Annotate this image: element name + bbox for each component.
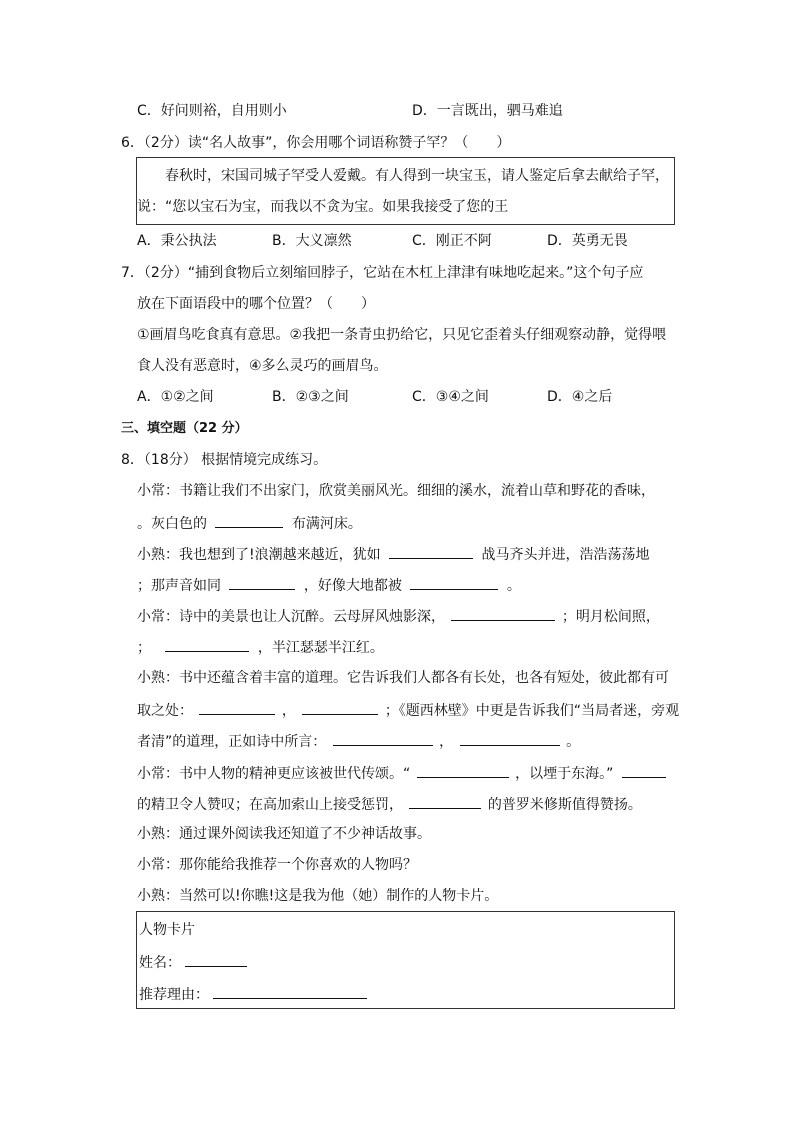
q6-option-a: A．秉公执法	[137, 233, 217, 249]
q8-line-9-text-c: 。	[566, 734, 581, 750]
q8-line-8-text-a: 取之处：	[137, 703, 193, 719]
q8-line-7: 小熟：书中还蕴含着丰富的道理。它告诉我们人都各有长处，也各有短处，彼此都有可	[137, 670, 669, 686]
answer-blank[interactable]	[451, 605, 555, 621]
answer-blank[interactable]	[389, 543, 473, 559]
q7-paragraph-line-2: 食人没有恶意时，④多么灵巧的画眉鸟。	[137, 358, 388, 374]
q6-story-line-1: 春秋时，宋国司城子罕受人爱戴。有人得到一块宝玉，请人鉴定后拿去献给子罕，	[165, 168, 669, 184]
name-blank[interactable]	[185, 951, 247, 967]
q8-line-2-text-b: 布满河床。	[291, 516, 362, 532]
section-heading: 三、填空题（22 分）	[121, 421, 248, 436]
q7-paragraph-line-1: ①画眉鸟吃食真有意思。②我把一条青虫扔给它，只见它歪着头仔细观察动静，觉得喂	[137, 327, 667, 343]
character-card	[136, 911, 675, 1009]
card-reason-label: 推荐理由：	[139, 987, 209, 1003]
answer-blank[interactable]	[302, 699, 378, 715]
q8-line-4-text-c: 。	[506, 578, 521, 594]
answer-blank[interactable]	[229, 574, 295, 590]
answer-blank[interactable]	[460, 730, 560, 746]
q8-line-13: 小常：那你能给我推荐一个你喜欢的人物吗？	[137, 857, 417, 873]
card-reason-row	[139, 983, 367, 1005]
q8-line-4	[137, 574, 521, 596]
answer-blank[interactable]	[215, 512, 283, 528]
q7-option-b: B．②③之间	[272, 389, 349, 405]
q8-line-5-text-a: 小常：诗中的美景也让人沉醉。云母屏风烛影深，	[137, 609, 445, 625]
q8-line-8-text-c: ；《题西林壁》中更是告诉我们“当局者迷，旁观	[384, 703, 680, 719]
q7-option-d: D．④之后	[547, 389, 613, 405]
q8-line-3-text-a: 小熟：我也想到了!浪潮越来越近，犹如	[137, 547, 381, 563]
card-name-label: 姓名：	[139, 955, 181, 971]
q7-stem-line-2: 放在下面语段中的哪个位置？（ ）	[137, 296, 375, 312]
q8-line-3-text-b: 战马齐头并进，浩浩荡荡地	[481, 547, 650, 563]
q5-option-c: C．好问则裕，自用则小	[137, 103, 287, 119]
q8-line-8-text-b: ，	[281, 703, 296, 719]
q8-line-9-text-b: ，	[439, 734, 454, 750]
q8-line-2-text-a: 。灰白色的	[137, 516, 207, 532]
q8-line-10-text-b: ，以堙于东海。”	[515, 766, 614, 782]
q6-story-box	[136, 157, 675, 225]
q8-line-8	[137, 699, 679, 721]
q8-line-11-text-b: 的普罗米修斯值得赞扬。	[487, 797, 642, 813]
q7-option-c: C．③④之间	[412, 389, 489, 405]
q8-line-2	[137, 512, 362, 534]
q6-stem: 6．（2分）读“名人故事”，你会用哪个词语称赞子罕？（ ）	[121, 135, 511, 151]
q8-line-3	[137, 543, 650, 565]
q8-line-11	[137, 793, 642, 815]
answer-blank[interactable]	[165, 636, 249, 652]
q8-line-5-text-b: ；明月松间照，	[561, 609, 660, 625]
card-title: 人物卡片	[139, 922, 195, 938]
q6-option-b: B．大义凛然	[272, 233, 352, 249]
answer-blank[interactable]	[333, 730, 433, 746]
q8-stem: 8．（18分） 根据情境完成练习。	[121, 452, 328, 468]
q7-option-a: A．①②之间	[137, 389, 214, 405]
q8-line-4-text-b: ，好像大地都被	[303, 578, 402, 594]
q8-line-1: 小常：书籍让我们不出家门，欣赏美丽风光。细细的溪水，流着山草和野花的香味，	[137, 483, 655, 499]
q8-line-6-text-a: ；	[137, 640, 151, 656]
q8-line-14: 小熟：当然可以!你瞧!这是我为他（她）制作的人物卡片。	[137, 888, 499, 904]
q6-option-c: C．刚正不阿	[412, 233, 492, 249]
q8-line-5	[137, 605, 660, 627]
answer-blank[interactable]	[409, 793, 481, 809]
reason-blank[interactable]	[213, 983, 367, 999]
q5-option-d: D．一言既出，驷马难追	[412, 103, 563, 119]
q8-line-10	[137, 762, 666, 784]
q6-story-line-2: 说：“您以宝石为宝，而我以不贪为宝。如果我接受了您的王	[137, 199, 509, 215]
q8-line-12: 小熟：通过课外阅读我还知道了不少神话故事。	[137, 826, 431, 842]
answer-blank[interactable]	[410, 574, 498, 590]
card-name-row	[139, 951, 247, 973]
q8-line-6-text-b: ，半江瑟瑟半江红。	[257, 640, 384, 656]
q6-option-d: D．英勇无畏	[547, 233, 628, 249]
answer-blank[interactable]	[622, 762, 666, 778]
q8-line-6	[137, 636, 384, 658]
answer-blank[interactable]	[199, 699, 275, 715]
q8-line-4-text-a: ；那声音如同	[137, 578, 221, 594]
q8-line-9	[137, 730, 580, 752]
q8-line-11-text-a: 的精卫令人赞叹；在高加索山上接受惩罚，	[137, 797, 403, 813]
answer-blank[interactable]	[417, 762, 509, 778]
q8-line-10-text-a: 小常：书中人物的精神更应该被世代传颂。“	[137, 766, 411, 782]
q8-line-9-text-a: 者清”的道理，正如诗中所言：	[137, 734, 327, 750]
q7-stem-line-1: 7．（2分）“捕到食物后立刻缩回脖子，它站在木杠上津津有味地吃起来。”这个句子应	[121, 265, 644, 281]
